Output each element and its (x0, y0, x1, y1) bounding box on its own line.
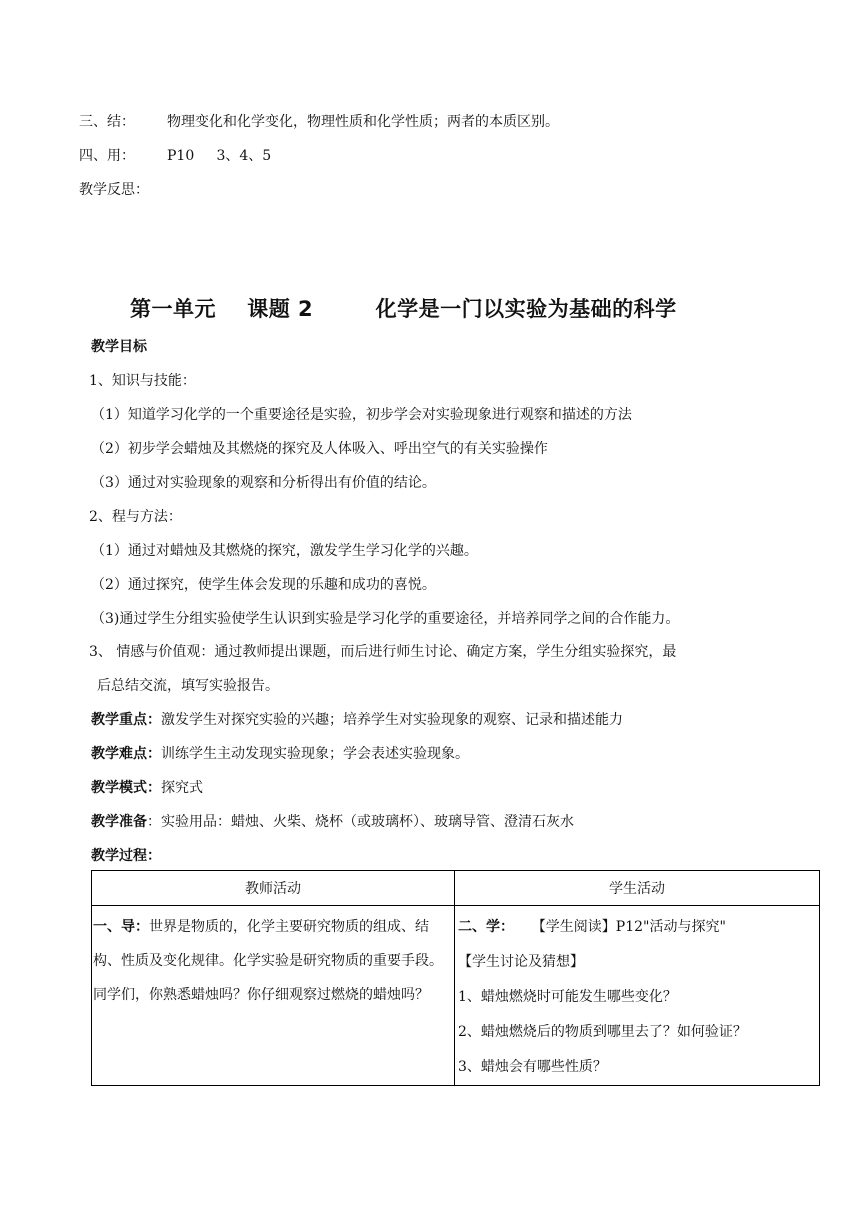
table-header-row (92, 871, 820, 906)
mode-text: 探究式 (161, 780, 203, 796)
mode (91, 779, 203, 797)
apply-label: 四、用： (79, 148, 135, 164)
student-line: 【学生讨论及猜想】 (458, 954, 584, 970)
knowledge-item: （3）通过对实验现象的观察和分析得出有价值的结论。 (91, 475, 436, 491)
difficulty (91, 745, 469, 763)
student-line (458, 910, 817, 945)
reflection-label: 教学反思： (79, 182, 149, 198)
student-line: 3、蜡烛会有哪些性质？ (458, 1059, 607, 1075)
key-point-label: 教学重点： (91, 712, 161, 728)
difficulty-label: 教学难点： (91, 746, 161, 762)
apply-text: P10 3、4、5 (167, 148, 272, 164)
student-label: 二、学： (458, 919, 514, 935)
difficulty-text: 训练学生主动发现实验现象；学会表述实验现象。 (161, 746, 469, 762)
teacher-cell (92, 906, 455, 1086)
student-header: 学生活动 (455, 871, 820, 906)
procedure-table (91, 870, 820, 1086)
process-heading: 2、程与方法： (89, 509, 182, 525)
student-reading: 【学生阅读】P12"活动与探究" (514, 919, 726, 935)
prep-label: 教学准备 (91, 814, 147, 830)
teacher-text: 世界是物质的，化学主要研究物质的组成、结构、性质及变化规律。化学实验是研究物质的重要手段。同学们，你熟悉蜡烛吗？你仔细观察过燃烧的蜡烛吗？ (93, 919, 443, 1003)
lesson-title: 第一单元 课题 2 化学是一门以实验为基础的科学 (130, 297, 677, 321)
process-item: （3)通过学生分组实验使学生认识到实验是学习化学的重要途径，并培养同学之间的合作能力。 (91, 611, 680, 627)
prep-text: ：实验用品：蜡烛、火柴、烧杯（或玻璃杯）、玻璃导管、澄清石灰水 (147, 814, 574, 830)
student-cell (455, 906, 820, 1086)
table-row (92, 906, 820, 1086)
goals-heading: 教学目标 (91, 339, 147, 355)
knowledge-item: （1）知道学习化学的一个重要途径是实验，初步学会对实验现象进行观察和描述的方法 (91, 407, 632, 423)
preparation (91, 813, 574, 831)
teacher-header: 教师活动 (92, 871, 455, 906)
knowledge-heading: 1、知识与技能： (89, 373, 196, 389)
summary-label: 三、结： (79, 114, 135, 130)
teacher-label: 一、导： (93, 919, 149, 935)
summary-text: 物理变化和化学变化，物理性质和化学性质；两者的本质区别。 (167, 114, 559, 130)
key-point (91, 711, 623, 729)
process-item: （2）通过探究，使学生体会发现的乐趣和成功的喜悦。 (91, 577, 436, 593)
key-point-text: 激发学生对探究实验的兴趣；培养学生对实验现象的观察、记录和描述能力 (161, 712, 623, 728)
mode-label: 教学模式： (91, 780, 161, 796)
procedure-heading: 教学过程： (91, 848, 161, 864)
apply-line (79, 147, 271, 165)
knowledge-item: （2）初步学会蜡烛及其燃烧的探究及人体吸入、呼出空气的有关实验操作 (91, 441, 548, 457)
process-item: （1）通过对蜡烛及其燃烧的探究，激发学生学习化学的兴趣。 (91, 543, 478, 559)
emotion-line-cont: 后总结交流，填写实验报告。 (97, 678, 279, 694)
student-line: 2、蜡烛燃烧后的物质到哪里去了？如何验证？ (458, 1024, 747, 1040)
summary-line (79, 113, 559, 131)
emotion-line: 3、 情感与价值观：通过教师提出课题，而后进行师生讨论、确定方案，学生分组实验探究，最 (89, 644, 677, 660)
student-line: 1、蜡烛燃烧时可能发生哪些变化？ (458, 989, 677, 1005)
